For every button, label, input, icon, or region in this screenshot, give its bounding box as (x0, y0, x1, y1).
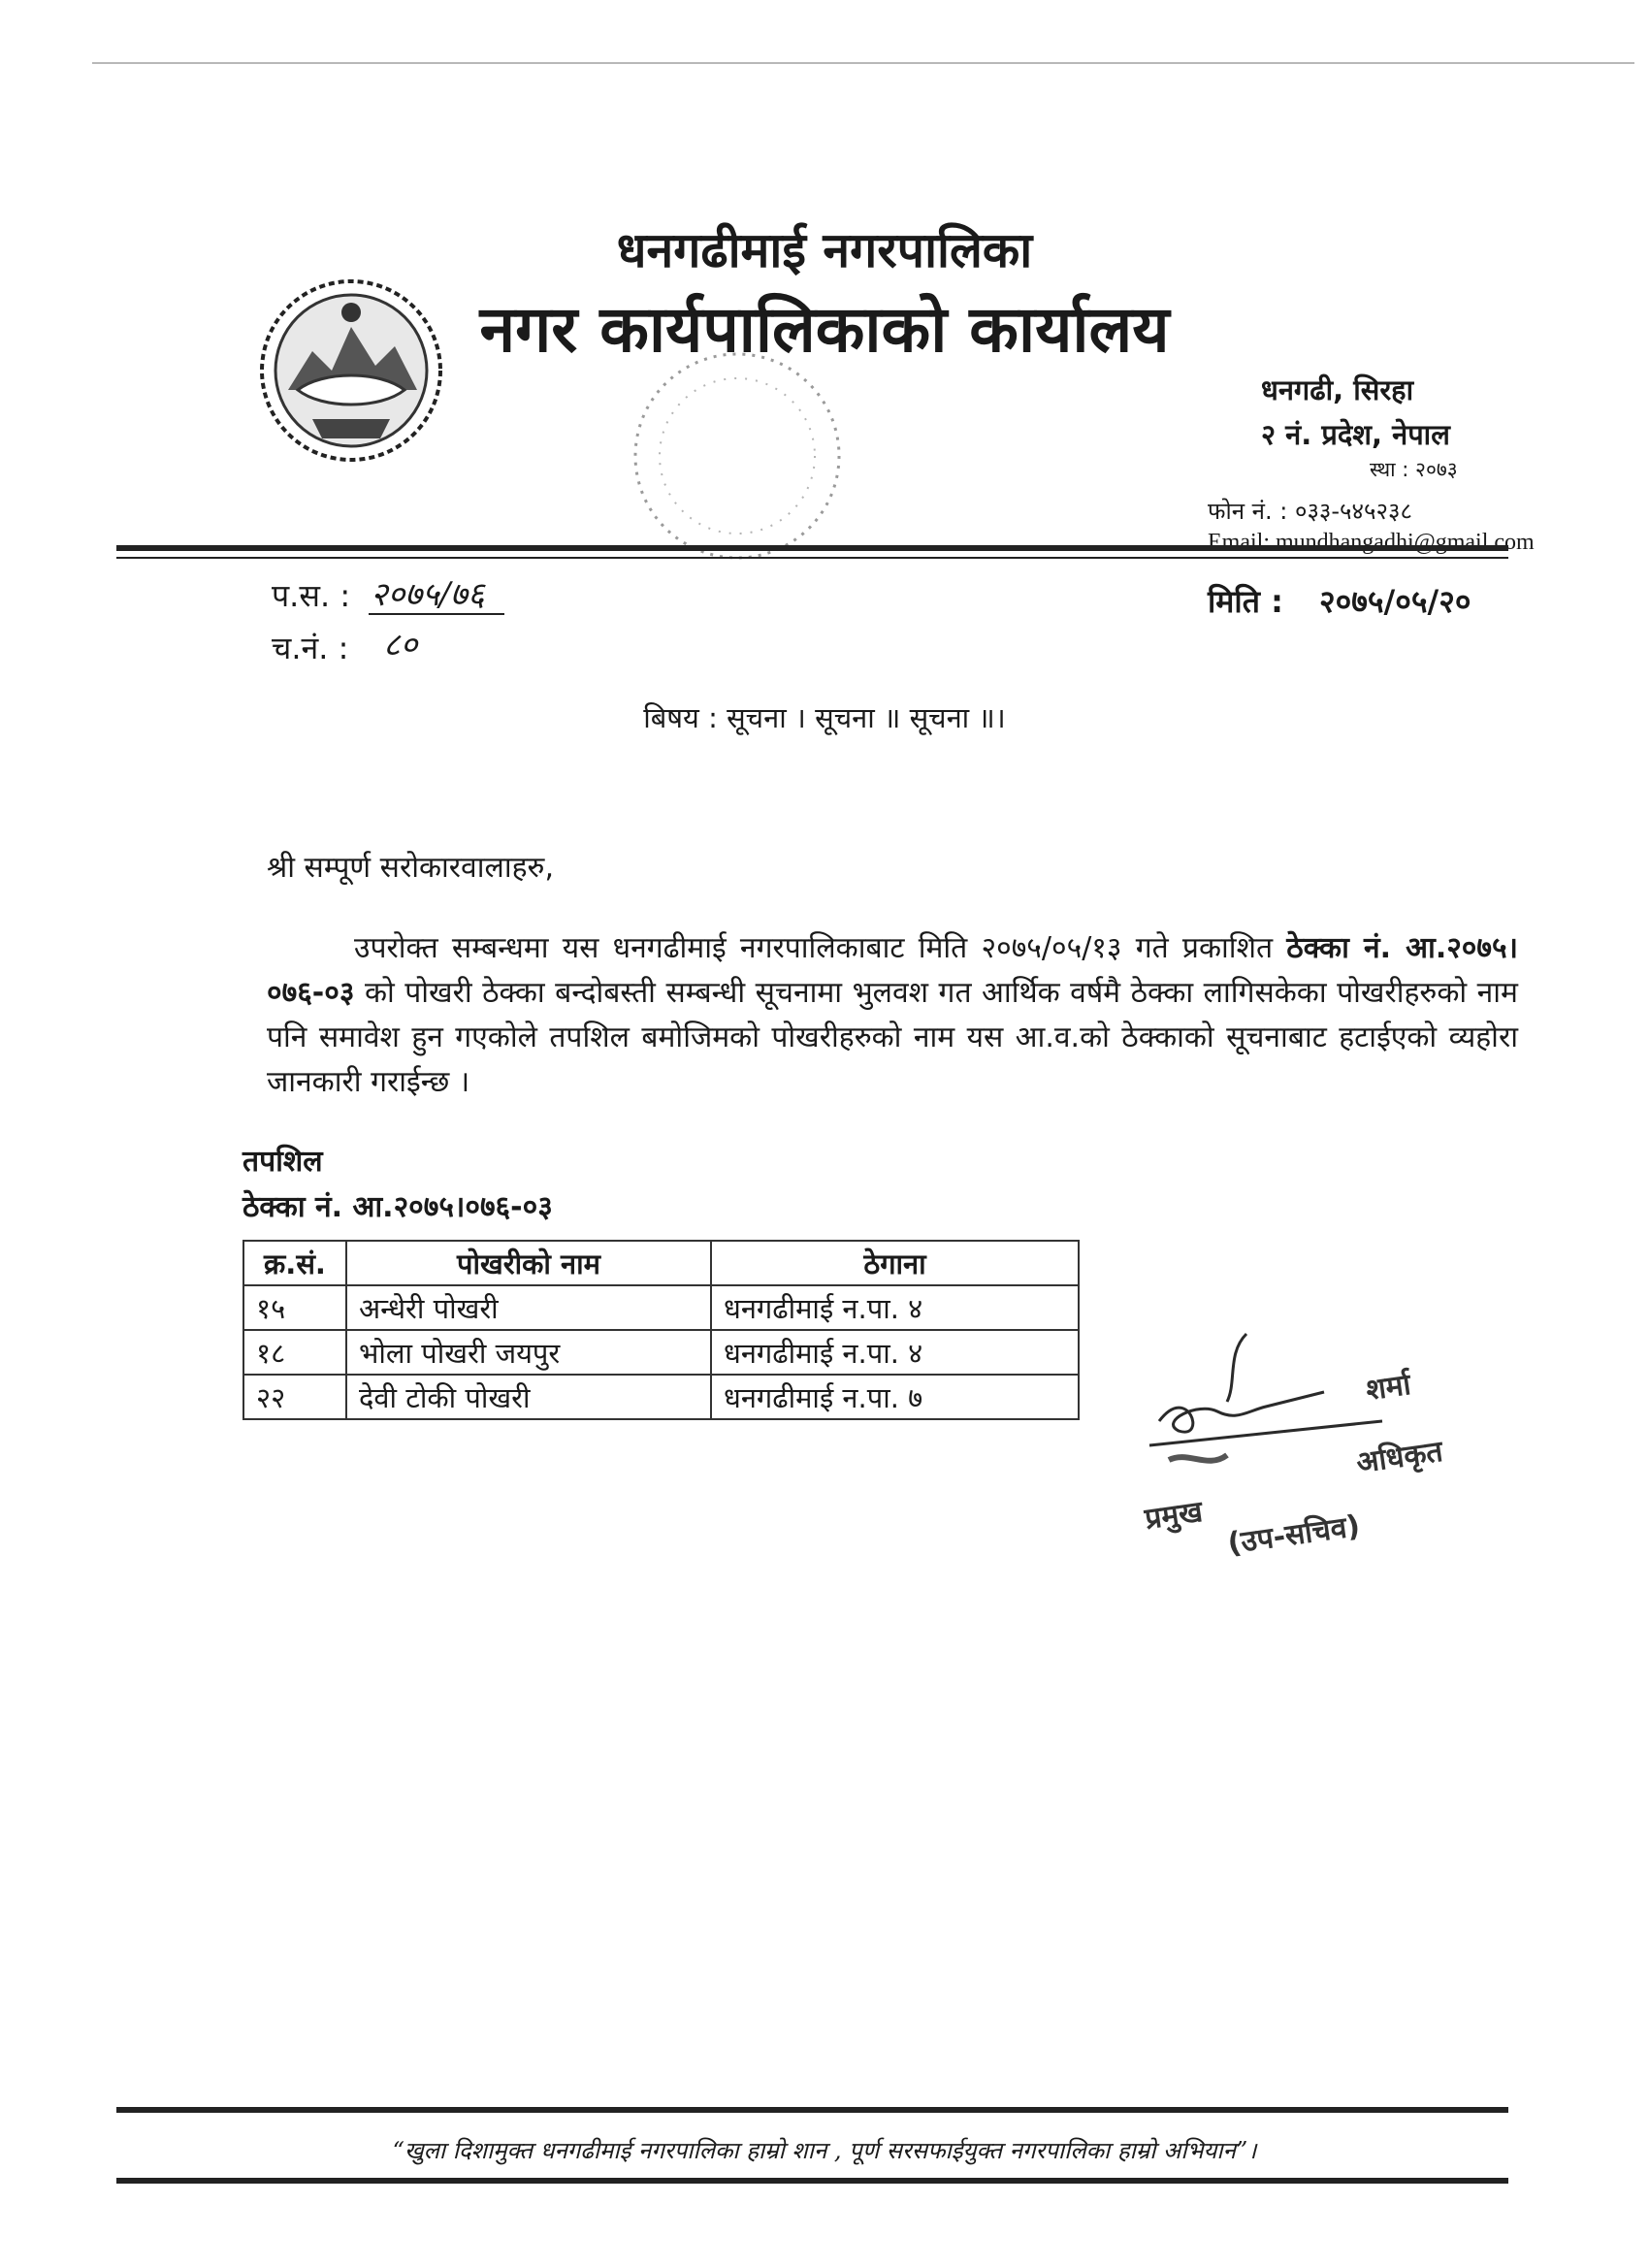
cell-serial: १५ (243, 1285, 346, 1330)
col-serial-header: क्र.सं. (243, 1241, 346, 1285)
table-row (243, 1330, 1079, 1375)
cell-pond-name: अन्धेरी पोखरी (346, 1285, 711, 1330)
table-row (243, 1375, 1079, 1419)
date-label: मिति : (1208, 583, 1283, 620)
cn-label: च.नं. : (272, 630, 349, 666)
cell-pond-name: देवी टोकी पोखरी (346, 1375, 711, 1419)
footer-rule-bottom (116, 2178, 1508, 2184)
subject-line: बिषय : सूचना । सूचना ॥ सूचना ॥। (643, 701, 1006, 734)
signatory-name-partial: शर्मा (1364, 1367, 1413, 1409)
contract-number-label: ठेक्का नं. आ.२०७५।०७६-०३ (242, 1190, 553, 1224)
header-rule-thick (116, 545, 1508, 551)
office-stamp-icon (611, 330, 863, 582)
ps-label: प.स. : (272, 577, 351, 614)
ps-value: २०७५/७६ (371, 575, 485, 614)
header-rule-thin (116, 557, 1508, 559)
salutation: श्री सम्पूर्ण सरोकारवालाहरु, (267, 851, 555, 885)
scan-top-edge (92, 62, 1634, 64)
signatory-subtitle: (उप-सचिव) (1225, 1508, 1363, 1562)
body-part-1: उपरोक्त सम्बन्धमा यस धनगढीमाई नगरपालिकाबाट मिति २०७५/०५/१३ गते प्रकाशित (354, 931, 1287, 965)
cell-serial: १८ (243, 1330, 346, 1375)
footer-slogan: “खुला दिशामुक्त धनगढीमाई नगरपालिका हाम्रो शान , पूर्ण सरसफाईयुक्त नगरपालिका हाम्रो अभियान”। (392, 2137, 1257, 2164)
signatory-title-prefix: प्रमुख (1143, 1495, 1205, 1537)
notice-body (267, 926, 1518, 1105)
cell-address: धनगढीमाई न.पा. ४ (711, 1330, 1079, 1375)
cell-address: धनगढीमाई न.पा. ४ (711, 1285, 1079, 1330)
date-value: २०७५/०५/२० (1319, 583, 1471, 620)
cell-serial: २२ (243, 1375, 346, 1419)
body-contract-ref: ठेक्का नं. आ.२०७५।०७६-०३ (267, 931, 1518, 1010)
phone-number: फोन नं. : ०३३-५४५२३८ (1208, 498, 1412, 525)
office-name: नगर कार्यपालिकाको कार्यालय (479, 292, 1170, 367)
municipality-name: धनगढीमाई नगरपालिका (616, 222, 1033, 278)
pond-table (242, 1240, 1080, 1420)
col-address-header: ठेगाना (711, 1241, 1079, 1285)
table-header-row (243, 1241, 1079, 1285)
address-line-2: २ नं. प्रदेश, नेपाल (1261, 418, 1450, 451)
address-line-1: धनगढी, सिरहा (1261, 373, 1414, 406)
footer-rule-top (116, 2107, 1508, 2113)
email-address: Email: mundhangadhi@gmail.com (1208, 530, 1535, 555)
col-pond-name-header: पोखरीको नाम (346, 1241, 711, 1285)
signatory-title-partial: अधिकृत (1354, 1434, 1445, 1481)
cn-value: ८० (383, 626, 418, 664)
established-year: स्था : २०७३ (1370, 458, 1458, 481)
tapashil-label: तपशिल (242, 1145, 323, 1179)
cell-pond-name: भोला पोखरी जयपुर (346, 1330, 711, 1375)
table-row (243, 1285, 1079, 1330)
body-part-3: को पोखरी ठेक्का बन्दोबस्ती सम्बन्धी सूचनामा भुलवश गत आर्थिक वर्षमै ठेक्का लागिसकेका पोखरीहरुको नाम पनि समावेश हुन गएकोले तपशिल बमोजिमको पोखरीहरुको नाम यस आ.व.को ठेक्काको सूचनाबाट हटाईएको व्यहोरा जानकारी गराईन्छ । (267, 976, 1518, 1099)
ps-underline (369, 613, 504, 615)
cell-address: धनगढीमाई न.पा. ७ (711, 1375, 1079, 1419)
